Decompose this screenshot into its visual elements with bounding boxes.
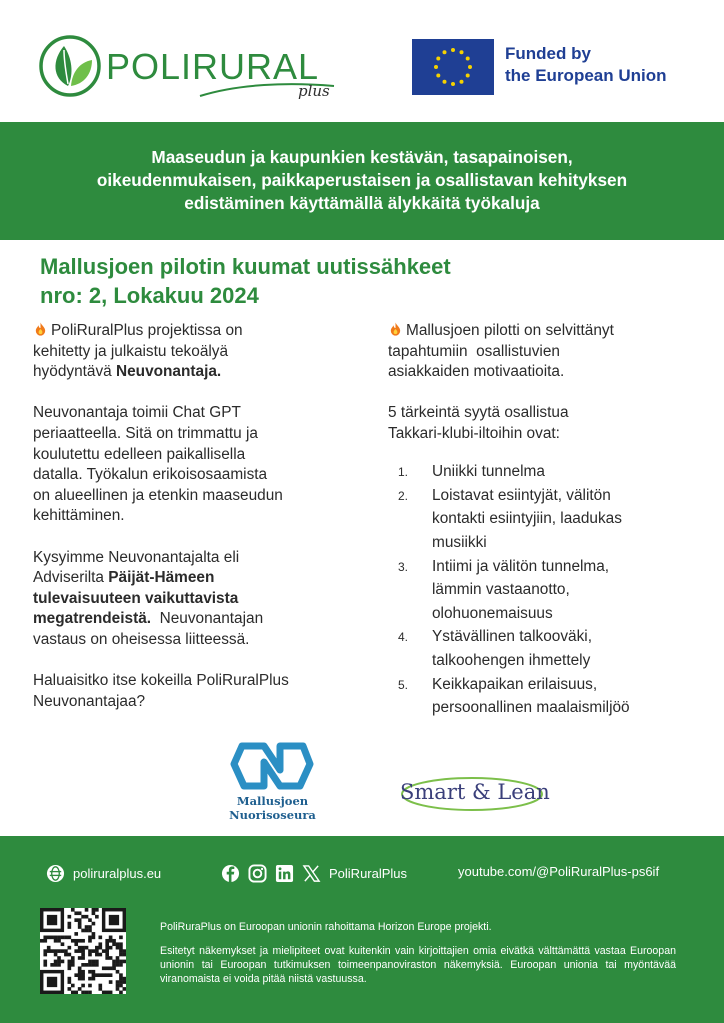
list-text: Keikkapaikan erilaisuus, <box>432 675 598 693</box>
list-text: Loistavat esiintyjät, välitön <box>432 486 611 504</box>
list-item <box>388 625 708 672</box>
text-line: periaatteella. Sitä on trimmattu ja <box>33 424 258 442</box>
eu-star-icon <box>468 65 472 69</box>
text-line: on alueellinen ja etenkin maaseudun <box>33 486 283 504</box>
list-text: talkoohengen ihmettely <box>432 651 591 669</box>
reasons-intro-paragraph <box>388 403 708 444</box>
linkedin-icon[interactable] <box>275 864 294 883</box>
header <box>0 0 724 122</box>
list-text: lämmin vastaanotto, <box>432 581 570 599</box>
advisor-description-paragraph <box>33 403 363 527</box>
title-line-2: nro: 2, Lokakuu 2024 <box>40 283 259 308</box>
advisor-intro-paragraph <box>33 321 363 383</box>
text-line: Adviserilta <box>33 569 109 587</box>
youtube-link[interactable] <box>458 864 659 879</box>
eu-star-icon <box>466 57 470 61</box>
text-line: 5 tärkeintä syytä osallistua <box>388 404 569 422</box>
list-number: 1. <box>398 465 409 480</box>
text-line: kehittäminen. <box>33 507 125 525</box>
eu-star-icon <box>466 74 470 78</box>
tagline-line: Maaseudun ja kaupunkien kestävän, tasapainoisen, <box>151 147 573 167</box>
fire-icon <box>388 321 403 337</box>
list-number: 3. <box>398 559 409 574</box>
pilot-intro-paragraph <box>388 321 708 383</box>
list-item <box>388 555 708 626</box>
bold-text: tulevaisuuteen vaikuttavista <box>33 589 239 607</box>
mallusjoen-nuorisoseura-logo <box>220 740 325 825</box>
reasons-list <box>388 460 708 720</box>
funding-disclaimer <box>160 920 676 986</box>
left-column <box>33 321 363 733</box>
eu-star-icon <box>436 57 440 61</box>
globe-icon <box>46 864 65 883</box>
smart-lean-logo <box>398 770 548 818</box>
list-text: olohuonemaisuus <box>432 604 553 622</box>
text-line: datalla. Työkalun erikoisosaamista <box>33 466 268 484</box>
megatrends-paragraph <box>33 548 363 651</box>
newsletter-title <box>40 252 451 310</box>
title-line-1: Mallusjoen pilotin kuumat uutissähkeet <box>40 254 451 279</box>
nuorisoseura-line-1: Mallusjoen <box>236 794 309 808</box>
eu-flag-icon <box>412 39 494 95</box>
eu-star-icon <box>451 82 455 86</box>
right-column <box>388 321 708 720</box>
eu-star-icon <box>460 50 464 54</box>
list-item <box>388 460 708 484</box>
eu-star-icon <box>443 80 447 84</box>
nuorisoseura-emblem-icon <box>220 740 325 794</box>
list-number: 2. <box>398 488 409 503</box>
text-line: PoliRuralPlus projektissa on <box>51 322 243 339</box>
list-text: Uniikki tunnelma <box>432 463 545 481</box>
smart-lean-name: Smart & Lean <box>400 780 550 804</box>
eu-star-icon <box>434 65 438 69</box>
social-handle[interactable]: PoliRuralPlus <box>329 866 408 881</box>
text-line: Kysyimme Neuvonantajalta eli <box>33 548 240 566</box>
eu-star-icon <box>443 50 447 54</box>
text-line: asiakkaiden motivaatioita. <box>388 363 565 381</box>
text-line: vastaus on oheisessa liitteessä. <box>33 630 250 648</box>
social-links <box>221 864 407 883</box>
bold-text: Päijät-Hämeen <box>108 569 215 587</box>
tagline-banner <box>0 122 724 240</box>
qr-code[interactable] <box>40 908 126 994</box>
logo-wordmark: POLIRURAL <box>106 46 320 87</box>
eu-star-icon <box>451 48 455 52</box>
funding-line-2: the European Union <box>505 66 667 85</box>
text-line: hyödyntävä <box>33 363 116 381</box>
funding-note: PoliRuraPlus on Euroopan unionin rahoittama Horizon Europe projekti. <box>160 921 492 933</box>
text-line: Neuvonantajaa? <box>33 692 146 710</box>
text-line: Mallusjoen pilotti on selvittänyt <box>406 322 614 339</box>
text-line: Takkari-klubi-iltoihin ovat: <box>388 424 560 442</box>
eu-star-icon <box>436 74 440 78</box>
list-number: 4. <box>398 630 409 645</box>
text-line: kehitetty ja julkaistu tekoälyä <box>33 342 229 360</box>
fire-icon <box>33 321 48 337</box>
nuorisoseura-line-2: Nuorisoseura <box>229 808 316 822</box>
disclaimer-text: Esitetyt näkemykset ja mielipiteet ovat kuitenkin vain kirjoittajien omia eivätkä välttämättä vastaa Euroopan unionin tai Euroopan tutkimuksen toimeenpanoviraston näkemyksiä. Euroopan unionia tai myöntävää viranomaista ei voida pitää niistä vastuussa. <box>160 945 676 985</box>
funding-line-1: Funded by <box>505 44 591 63</box>
list-number: 5. <box>398 677 409 692</box>
list-text: kontakti esiintyjiin, laadukas <box>432 510 622 528</box>
eu-star-icon <box>460 80 464 84</box>
footer <box>0 836 724 1023</box>
x-twitter-icon[interactable] <box>302 864 321 883</box>
advisor-name: Neuvonantaja. <box>116 363 222 381</box>
text-line: koulutettu edelleen paikallisella <box>33 445 246 463</box>
text-line: tapahtumiin osallistuvien <box>388 342 560 360</box>
qr-code-pattern-icon <box>40 908 126 994</box>
list-item <box>388 484 708 555</box>
list-item <box>388 673 708 720</box>
facebook-icon[interactable] <box>221 864 240 883</box>
tagline-line: edistäminen käyttämällä älykkäitä työkaluja <box>184 193 540 213</box>
website-url[interactable]: poliruralplus.eu <box>73 866 162 881</box>
bold-text: megatrendeistä. <box>33 610 152 628</box>
nuorisoseura-name <box>220 794 325 822</box>
logo-suffix: plus <box>298 82 330 100</box>
youtube-url[interactable]: youtube.com/@PoliRuralPlus-ps6if <box>458 864 660 879</box>
text-line: Neuvonantaja toimii Chat GPT <box>33 404 241 422</box>
try-advisor-paragraph <box>33 671 363 712</box>
list-text: musiikki <box>432 533 487 551</box>
text-line: Haluaisitko itse kokeilla PoliRuralPlus <box>33 672 289 690</box>
instagram-icon[interactable] <box>248 864 267 883</box>
eu-funding-label <box>505 43 667 87</box>
tagline-line: oikeudenmukaisen, paikkaperustaisen ja osallistavan kehityksen <box>96 170 628 190</box>
list-text: Intiimi ja välitön tunnelma, <box>432 557 610 575</box>
website-link[interactable] <box>46 864 161 883</box>
text-line: Neuvonantajan <box>151 610 264 628</box>
list-text: persoonallinen maalaismiljöö <box>432 699 630 717</box>
leaf-logo-icon <box>38 34 102 98</box>
list-text: Ystävällinen talkooväki, <box>432 628 592 646</box>
polirural-logo <box>38 30 348 105</box>
